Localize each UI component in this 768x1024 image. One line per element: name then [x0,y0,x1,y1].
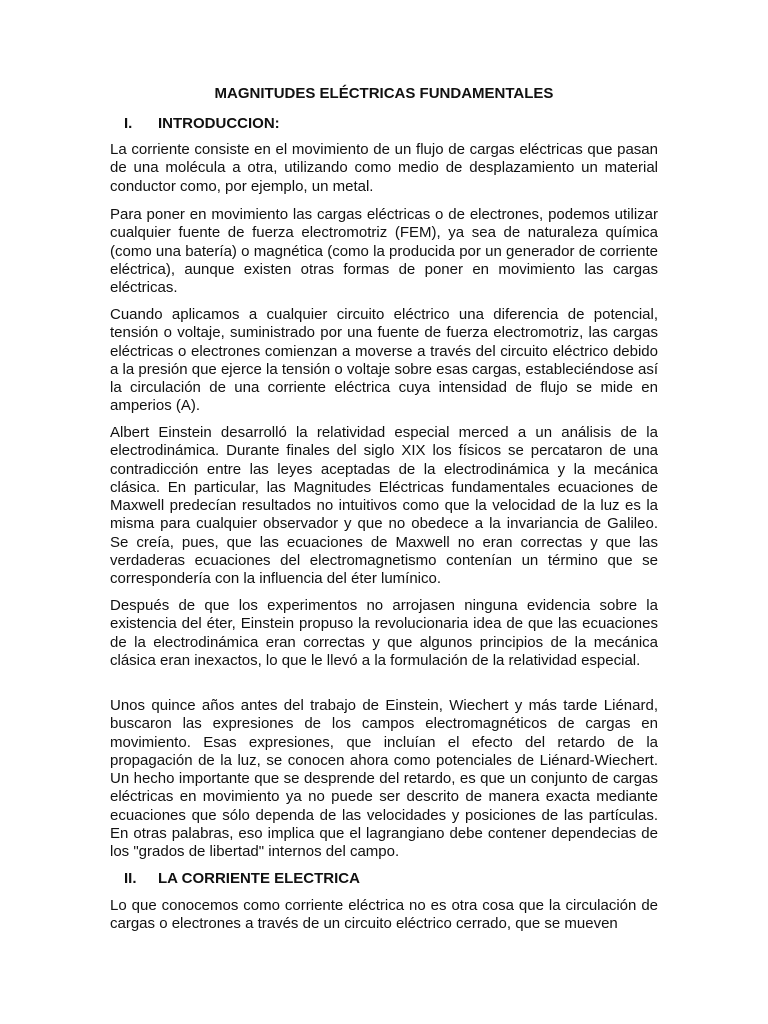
section-title: LA CORRIENTE ELECTRICA [158,870,360,887]
paragraph: Lo que conocemos como corriente eléctrica no es otra cosa que la circulación de cargas o electrones a través de un circuito eléctrico cerrado, que se mueven [110,897,658,933]
paragraph: Cuando aplicamos a cualquier circuito eléctrico una diferencia de potencial, tensión o voltaje, suministrado por una fuente de fuerza electromotriz, las cargas eléctricas o electrones comienzan a moverse a través del circuito eléctrico debido a la presión que ejerce la tensión o voltaje sobre esas cargas, estableciéndose así la circulación de una corriente eléctrica cuya intensidad de flujo se mide en amperios (A). [110,306,658,415]
paragraph: Para poner en movimiento las cargas eléctricas o de electrones, podemos utilizar cualquier fuente de fuerza electromotriz (FEM), ya sea de naturaleza química (como una batería) o magnética (como la producida por un generador de corriente eléctrica), aunque existen otras formas de poner en movimiento las cargas eléctricas. [110,206,658,297]
section-title: INTRODUCCION: [158,115,280,132]
paragraph: Unos quince años antes del trabajo de Einstein, Wiechert y más tarde Liénard, buscaron las expresiones de los campos electromagnéticos de cargas en movimiento. Esas expresiones, que incluían el efecto del retardo de la propagación de la luz, se conocen ahora como potenciales de Liénard-Wiechert. Un hecho importante que se desprende del retardo, es que un conjunto de cargas eléctricas en movimiento ya no puede ser descrito de manera exacta mediante ecuaciones que sólo dependa de las velocidades y posiciones de las partículas. En otras palabras, eso implica que el lagrangiano debe contener dependecias de los "grados de libertad" internos del campo. [110,697,658,861]
section-number: II. [124,870,137,887]
paragraph: Después de que los experimentos no arrojasen ninguna evidencia sobre la existencia del éter, Einstein propuso la revolucionaria idea de que las ecuaciones de la electrodinámica eran correctas y que algunos principios de la mecánica clásica eran inexactos, lo que le llevó a la formulación de la relatividad especial. [110,597,658,669]
paragraph: La corriente consiste en el movimiento de un flujo de cargas eléctricas que pasan de una molécula a otra, utilizando como medio de desplazamiento un material conductor como, por ejemplo, un metal. [110,141,658,195]
section-number: I. [124,115,133,132]
section-heading-introduccion [124,114,280,134]
document-title: MAGNITUDES ELÉCTRICAS FUNDAMENTALES [214,85,554,102]
section-heading-corriente [124,869,360,889]
paragraph: Albert Einstein desarrolló la relatividad especial merced a un análisis de la electrodinámica. Durante finales del siglo XIX los físicos se percataron de una contradicción entre las leyes aceptadas de la electrodinámica y la mecánica clásica. En particular, las Magnitudes Eléctricas fundamentales ecuaciones de Maxwell predecían resultados no intuitivos como que la velocidad de la luz es la misma para cualquier observador y que no obedece a la invariancia de Galileo. Se creía, pues, que las ecuaciones de Maxwell no eran correctas y que las verdaderas ecuaciones del electromagnetismo contenían un término que se correspondería con la influencia del éter lumínico. [110,424,658,588]
